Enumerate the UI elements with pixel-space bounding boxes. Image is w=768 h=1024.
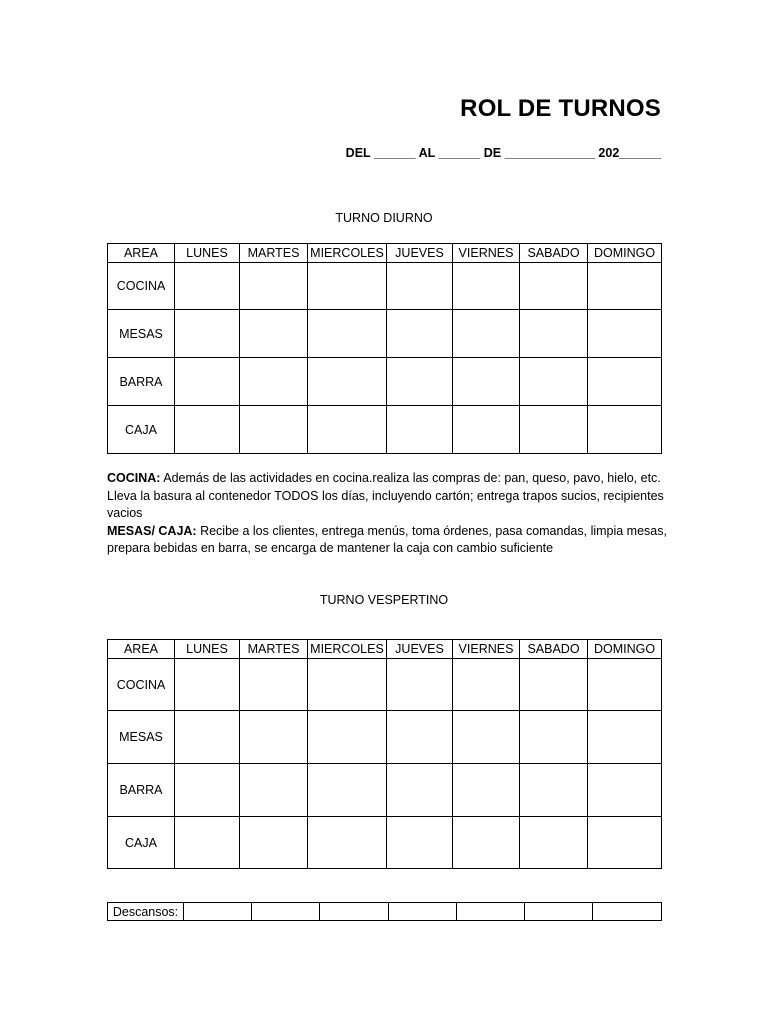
rest-day-cell[interactable] (525, 903, 593, 921)
table-cell[interactable] (175, 764, 240, 817)
table-cell[interactable] (308, 711, 387, 764)
column-header-miercoles: MIERCOLES (308, 640, 387, 659)
shift-day-label: TURNO DIURNO (335, 211, 433, 225)
table-row (108, 310, 662, 358)
table-cell[interactable] (240, 711, 308, 764)
table-header-row (108, 640, 662, 659)
table-cell[interactable] (520, 711, 588, 764)
table-cell[interactable] (175, 406, 240, 454)
column-header-domingo: DOMINGO (588, 244, 662, 263)
table-cell[interactable] (308, 358, 387, 406)
table-cell[interactable] (387, 310, 453, 358)
table-cell[interactable] (308, 310, 387, 358)
column-header-miercoles: MIERCOLES (308, 244, 387, 263)
table-cell[interactable] (453, 406, 520, 454)
table-row (108, 358, 662, 406)
table-cell[interactable] (453, 659, 520, 711)
column-header-area: AREA (108, 640, 175, 659)
table-cell[interactable] (308, 406, 387, 454)
table-cell[interactable] (453, 310, 520, 358)
table-cell[interactable] (240, 817, 308, 869)
table-cell[interactable] (240, 659, 308, 711)
rest-day-cell[interactable] (389, 903, 457, 921)
row-label-cocina: COCINA (108, 263, 175, 310)
column-header-viernes: VIERNES (453, 640, 520, 659)
rest-days-table (107, 902, 662, 921)
row-label-cocina: COCINA (108, 659, 175, 711)
table-cell[interactable] (387, 659, 453, 711)
table-cell[interactable] (453, 358, 520, 406)
column-header-sabado: SABADO (520, 640, 588, 659)
table-cell[interactable] (453, 263, 520, 310)
table-cell[interactable] (520, 263, 588, 310)
table-cell[interactable] (175, 659, 240, 711)
table-cell[interactable] (175, 310, 240, 358)
rest-day-cell[interactable] (252, 903, 320, 921)
table-cell[interactable] (453, 711, 520, 764)
table-cell[interactable] (240, 358, 308, 406)
table-cell[interactable] (387, 263, 453, 310)
table-cell[interactable] (240, 406, 308, 454)
table-cell[interactable] (588, 263, 662, 310)
row-label-barra: BARRA (108, 764, 175, 817)
column-header-jueves: JUEVES (387, 640, 453, 659)
rest-day-cell[interactable] (184, 903, 252, 921)
page-title: ROL DE TURNOS (460, 95, 661, 122)
table-row (108, 659, 662, 711)
table-cell[interactable] (308, 764, 387, 817)
table-cell[interactable] (308, 817, 387, 869)
table-cell[interactable] (588, 817, 662, 869)
column-header-area: AREA (108, 244, 175, 263)
note-cocina-text: Además de las actividades en cocina.realiza las compras de: pan, queso, pavo, hielo, etc. Lleva la basura al contenedor TODOS los días, incluyendo cartón; entrega trapos sucios, recipientes vacios (107, 471, 664, 520)
column-header-martes: MARTES (240, 640, 308, 659)
shift-evening-table (107, 639, 662, 869)
column-header-lunes: LUNES (175, 640, 240, 659)
rest-days-label: Descansos: (108, 903, 184, 921)
shift-day-table (107, 243, 662, 454)
column-header-lunes: LUNES (175, 244, 240, 263)
table-row (108, 406, 662, 454)
table-cell[interactable] (520, 764, 588, 817)
rest-days-row (108, 903, 662, 921)
table-cell[interactable] (387, 358, 453, 406)
table-cell[interactable] (308, 659, 387, 711)
table-row (108, 263, 662, 310)
table-cell[interactable] (240, 310, 308, 358)
table-cell[interactable] (588, 659, 662, 711)
table-cell[interactable] (588, 711, 662, 764)
note-mesas-text: Recibe a los clientes, entrega menús, toma órdenes, pasa comandas, limpia mesas, prepara bebidas en barra, se encarga de mantener la caja con cambio suficiente (107, 523, 667, 555)
table-cell[interactable] (453, 817, 520, 869)
table-cell[interactable] (588, 764, 662, 817)
row-label-mesas: MESAS (108, 310, 175, 358)
note-cocina (107, 470, 677, 523)
column-header-martes: MARTES (240, 244, 308, 263)
table-cell[interactable] (175, 358, 240, 406)
table-cell[interactable] (387, 711, 453, 764)
table-cell[interactable] (588, 358, 662, 406)
table-row (108, 764, 662, 817)
table-cell[interactable] (175, 263, 240, 310)
table-cell[interactable] (588, 406, 662, 454)
table-cell[interactable] (175, 711, 240, 764)
row-label-caja: CAJA (108, 817, 175, 869)
table-cell[interactable] (588, 310, 662, 358)
row-label-barra: BARRA (108, 358, 175, 406)
rest-day-cell[interactable] (457, 903, 525, 921)
table-cell[interactable] (520, 358, 588, 406)
table-header-row (108, 244, 662, 263)
table-cell[interactable] (308, 263, 387, 310)
table-row (108, 711, 662, 764)
date-range-line: DEL ______ AL ______ DE _____________ 202______ (345, 146, 661, 160)
table-cell[interactable] (453, 764, 520, 817)
table-cell[interactable] (520, 817, 588, 869)
column-header-viernes: VIERNES (453, 244, 520, 263)
table-cell[interactable] (387, 764, 453, 817)
table-cell[interactable] (240, 263, 308, 310)
rest-day-cell[interactable] (320, 903, 389, 921)
table-cell[interactable] (520, 406, 588, 454)
table-row (108, 817, 662, 869)
table-cell[interactable] (240, 764, 308, 817)
table-cell[interactable] (175, 817, 240, 869)
note-mesas-label: MESAS/ CAJA: (107, 523, 197, 538)
column-header-domingo: DOMINGO (588, 640, 662, 659)
note-cocina-label: COCINA: (107, 471, 161, 485)
table-cell[interactable] (520, 310, 588, 358)
rest-day-cell[interactable] (593, 903, 662, 921)
table-cell[interactable] (387, 817, 453, 869)
table-cell[interactable] (387, 406, 453, 454)
table-cell[interactable] (520, 659, 588, 711)
row-label-mesas: MESAS (108, 711, 175, 764)
column-header-jueves: JUEVES (387, 244, 453, 263)
column-header-sabado: SABADO (520, 244, 588, 263)
shift-evening-label: TURNO VESPERTINO (319, 593, 449, 607)
row-label-caja: CAJA (108, 406, 175, 454)
note-mesas-caja (107, 523, 677, 558)
duties-notes (107, 470, 677, 558)
